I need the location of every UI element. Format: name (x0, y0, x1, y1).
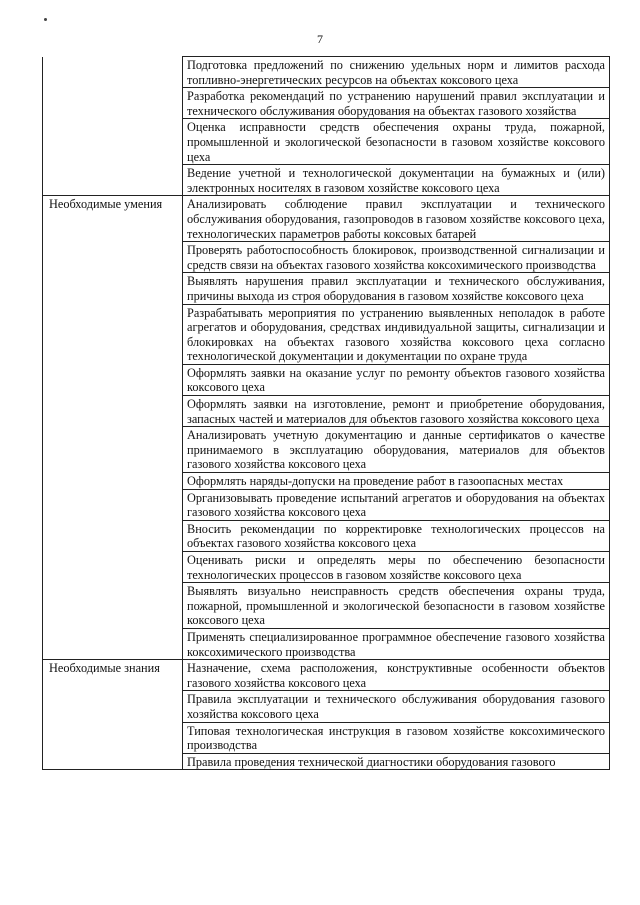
table-row (43, 88, 610, 119)
requirement-cell: Выявлять нарушения правил эксплуатации и технического обслуживания, причины выхода из строя оборудования в газовом хозяйстве коксового цеха (183, 273, 610, 304)
table-row (43, 520, 610, 551)
requirement-cell: Разработка рекомендаций по устранению нарушений правил эксплуатации и технического обслуживания оборудования на объектах газового хозяйства (183, 88, 610, 119)
requirement-cell: Правила проведения технической диагностики оборудования газового (183, 753, 610, 770)
row-label-cell (43, 88, 183, 119)
table-row (43, 427, 610, 473)
table-row (43, 364, 610, 395)
row-label-cell: Необходимые умения (43, 196, 183, 242)
table-row (43, 628, 610, 659)
row-label-cell (43, 396, 183, 427)
table-row (43, 396, 610, 427)
table-row (43, 722, 610, 753)
table-row (43, 196, 610, 242)
row-label-cell (43, 427, 183, 473)
competency-table (42, 56, 610, 770)
row-label-cell (43, 473, 183, 490)
row-label-cell (43, 119, 183, 165)
table-body (43, 57, 610, 770)
row-label-cell (43, 583, 183, 629)
row-label-cell (43, 753, 183, 770)
requirement-cell: Вносить рекомендации по корректировке технологических процессов на объектах газового хозяйства коксового цеха (183, 520, 610, 551)
table-row (43, 583, 610, 629)
row-label-cell (43, 691, 183, 722)
table-row (43, 242, 610, 273)
requirement-cell: Правила эксплуатации и технического обслуживания оборудования газового хозяйства коксового цеха (183, 691, 610, 722)
table-row (43, 753, 610, 770)
requirement-cell: Проверять работоспособность блокировок, производственной сигнализации и средств связи на объектах газового хозяйства коксохимического производства (183, 242, 610, 273)
row-label-cell (43, 628, 183, 659)
requirement-cell: Оформлять заявки на оказание услуг по ремонту объектов газового хозяйства коксового цеха (183, 364, 610, 395)
row-label-cell (43, 273, 183, 304)
row-label-cell (43, 489, 183, 520)
requirement-cell: Анализировать учетную документацию и данные сертификатов о качестве принимаемого в эксплуатацию оборудования, материалов для объектов газового хозяйства коксового цеха (183, 427, 610, 473)
page-number: 7 (317, 32, 323, 46)
requirement-cell: Организовывать проведение испытаний агрегатов и оборудования на объектах газового хозяйства коксового цеха (183, 489, 610, 520)
table-row (43, 304, 610, 364)
row-label-cell (43, 57, 183, 88)
table-row (43, 273, 610, 304)
table-row (43, 57, 610, 88)
table-row (43, 691, 610, 722)
requirement-cell: Подготовка предложений по снижению удельных норм и лимитов расхода топливно-энергетических ресурсов на объектах коксового цеха (183, 57, 610, 88)
table-row (43, 473, 610, 490)
requirement-cell: Оформлять наряды-допуски на проведение работ в газоопасных местах (183, 473, 610, 490)
requirement-cell: Ведение учетной и технологической документации на бумажных и (или) электронных носителях в газовом хозяйстве коксового цеха (183, 165, 610, 196)
requirement-cell: Применять специализированное программное обеспечение газового хозяйства коксохимического производства (183, 628, 610, 659)
requirement-cell: Оформлять заявки на изготовление, ремонт и приобретение оборудования, запасных частей и материалов для объектов газового хозяйства коксового цеха (183, 396, 610, 427)
row-label-cell: Необходимые знания (43, 660, 183, 691)
row-label-cell (43, 552, 183, 583)
scan-dot (44, 18, 47, 21)
requirement-cell: Выявлять визуально неисправность средств обеспечения охраны труда, пожарной, промышленной и экологической безопасности в газовом хозяйстве коксового цеха (183, 583, 610, 629)
requirement-cell: Анализировать соблюдение правил эксплуатации и технического обслуживания оборудования, газопроводов в газовом хозяйстве коксового цеха, технологических параметров работы коксовых батарей (183, 196, 610, 242)
table-row (43, 660, 610, 691)
requirement-cell: Назначение, схема расположения, конструктивные особенности объектов газового хозяйства коксового цеха (183, 660, 610, 691)
row-label-cell (43, 364, 183, 395)
row-label-cell (43, 304, 183, 364)
row-label-cell (43, 520, 183, 551)
table-row (43, 119, 610, 165)
requirement-cell: Оценивать риски и определять меры по обеспечению безопасности технологических процессов в газовом хозяйстве коксового цеха (183, 552, 610, 583)
table-row (43, 552, 610, 583)
requirement-cell: Типовая технологическая инструкция в газовом хозяйстве коксохимического производства (183, 722, 610, 753)
row-label-cell (43, 165, 183, 196)
requirement-cell: Разрабатывать мероприятия по устранению выявленных неполадок в работе агрегатов и оборудования, средствах индивидуальной защиты, сигнализации и блокировках на объектах газового хозяйства коксового цеха согласно технологической документации и документации по охране труда (183, 304, 610, 364)
row-label-cell (43, 722, 183, 753)
table-row (43, 165, 610, 196)
requirement-cell: Оценка исправности средств обеспечения охраны труда, пожарной, промышленной и экологической безопасности в газовом хозяйстве коксового цеха (183, 119, 610, 165)
row-label-cell (43, 242, 183, 273)
table-row (43, 489, 610, 520)
